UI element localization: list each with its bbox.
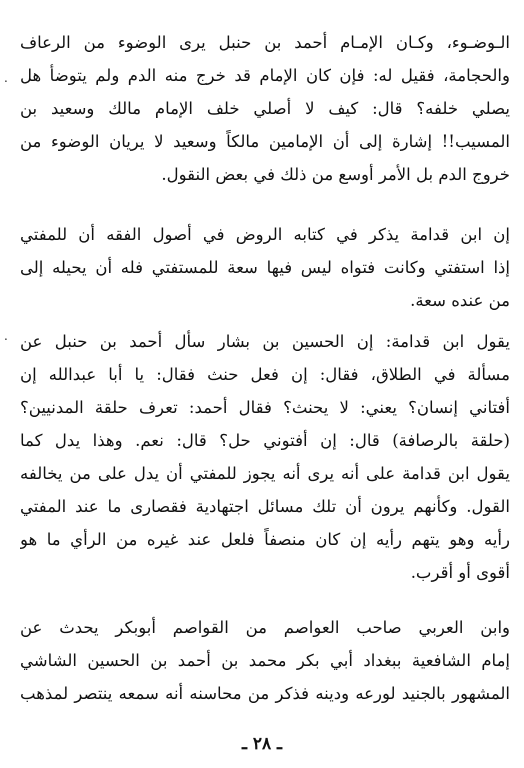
text-line: يقول ابن قدامة على أنه يرى أنه يجوز للمفتي أن يدل على من يخالفه bbox=[20, 464, 510, 483]
text-line: أقوى أو أقرب. bbox=[410, 563, 510, 582]
text-line: القول. وكأنهم يرون أن تلك مسائل اجتهادية فقصارى ما عند المفتي bbox=[20, 497, 510, 516]
text-line: مسألة في الطلاق، فقال: إن فعل حنث فقال: يا أبا عبدالله إن bbox=[20, 365, 510, 384]
text-line: إذا استفتي وكانت فتواه ليس فيها سعة للمستفتي فله أن يحيله إلى bbox=[20, 258, 510, 277]
paragraph-2 bbox=[20, 218, 510, 317]
text-line: إمام الشافعية ببغداد أبي بكر محمد بن أحمد بن الحسين الشاشي bbox=[20, 651, 510, 670]
text-line: وابن العربي صاحب العواصم من القواصم أبوبكر يحدث عن bbox=[20, 618, 510, 637]
paragraph-1 bbox=[20, 26, 510, 191]
text-line: رأيه وهو يتهم رأيه إن كان منصفاً فلعل عند غيره من الرأي ما هو bbox=[20, 530, 510, 549]
page-number: ـ ٢٨ ـ bbox=[241, 734, 283, 754]
text-line: إن ابن قدامة يذكر في كتابه الروض في أصول الفقه أن للمفتي bbox=[20, 225, 510, 244]
text-line: أفتاني إنسان؟ يعني: لا يحنث؟ فقال أحمد: تعرف حلقة المدنيين؟ bbox=[20, 398, 510, 417]
text-line: المشهور بالجنيد لورعه ودينه فذكر من محاسنه أنه سمعه ينتصر لمذهب bbox=[20, 684, 510, 703]
paragraph-4 bbox=[20, 611, 510, 710]
text-line: خروج الدم بل الأمر أوسع من ذلك في بعض النقول. bbox=[161, 165, 510, 184]
text-line: المسيب!! إشارة إلى أن الإمامين مالكاً وسعيد لا يريان الوضوء من bbox=[20, 132, 510, 151]
text-line: يصلي خلفه؟ قال: كيف لا أصلي خلف الإمام مالك وسعيد بن bbox=[20, 99, 510, 118]
text-line: والحجامة، فقيل له: فإن كان الإمام قد خرج منه الدم ولم يتوضأ هل bbox=[20, 66, 510, 85]
margin-mark: . bbox=[4, 71, 8, 85]
text-line: يقول ابن قدامة: إن الحسين بن بشار سأل أحمد بن حنبل عن bbox=[20, 332, 510, 351]
text-line: (حلقة بالرصافة) قال: إن أفتوني حل؟ قال: نعم. وهذا يدل كما bbox=[20, 431, 510, 450]
paragraph-3 bbox=[20, 325, 510, 589]
text-line: من عنده سعة. bbox=[410, 291, 510, 310]
margin-mark: . bbox=[4, 329, 8, 343]
text-line: الـوضـوء، وكـان الإمـام أحمد بن حنبل يرى الوضوء من الرعاف bbox=[20, 33, 510, 52]
